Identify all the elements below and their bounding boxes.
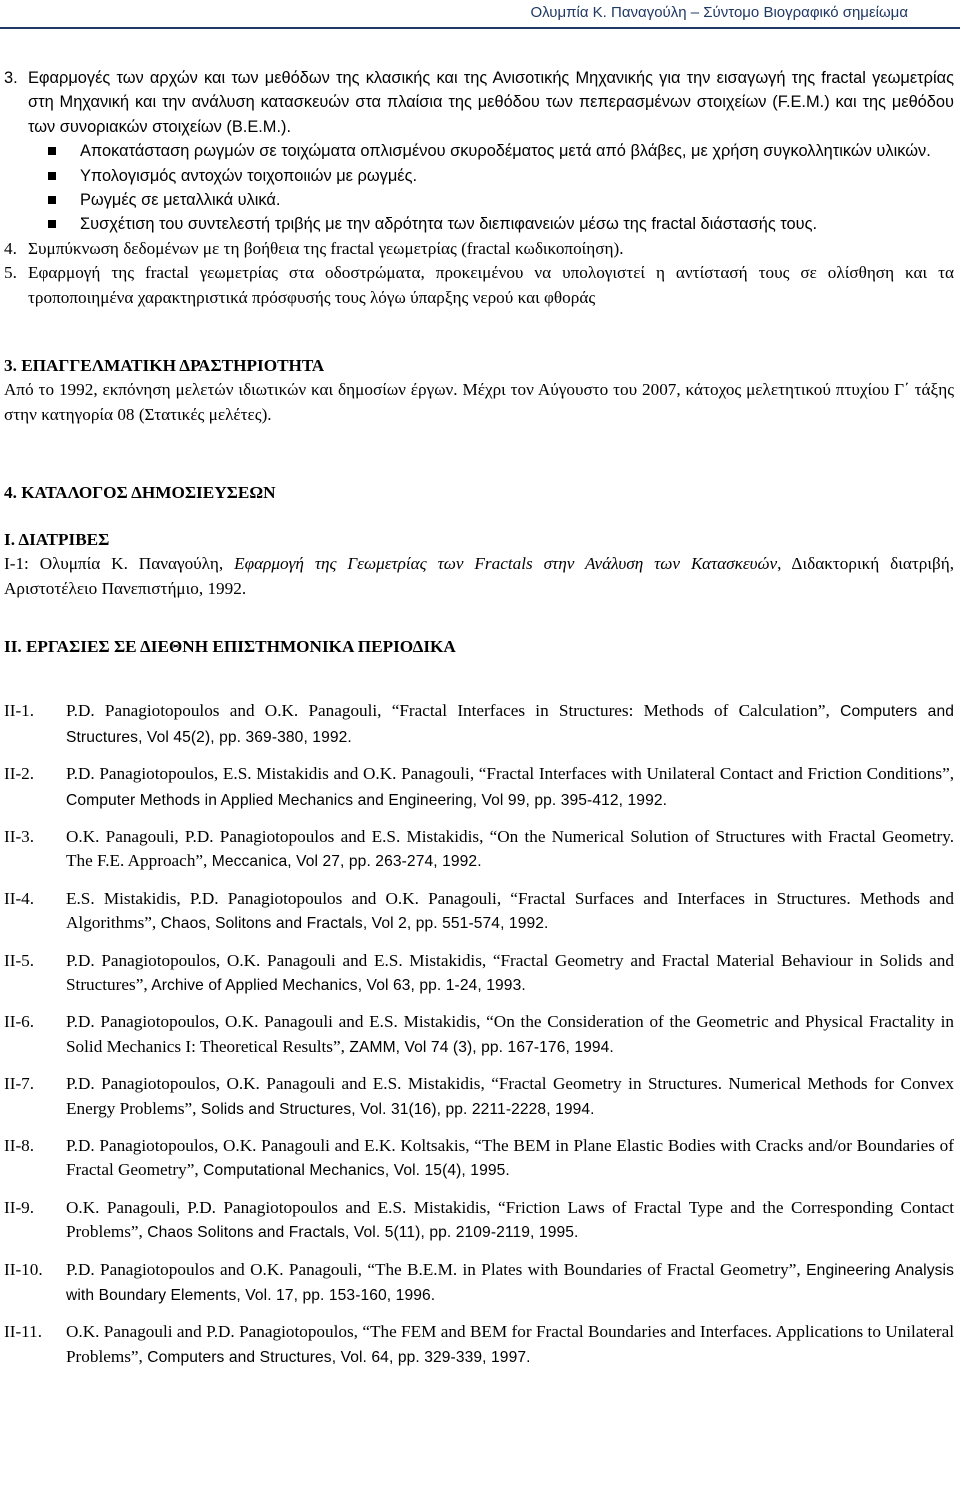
list-item [4, 1320, 954, 1370]
reference-number: II-6. [4, 1012, 35, 1032]
header-divider [0, 27, 960, 29]
reference-venue: Computer Methods in Applied Mechanics and Engineering, Vol 99, pp. 395-412, 1992. [66, 791, 668, 809]
document-body [4, 66, 954, 1382]
reference-venue: ZAMM, Vol 74 (3), pp. 167-176, 1994. [344, 1038, 614, 1056]
reference-text: P.D. Panagiotopoulos, O.K. Panagouli and E.K. Koltsakis, “The BEM in Plane Elastic Bodies with Cracks and/or Boundaries of Fractal Geometry”, [66, 1136, 954, 1180]
list-item: Συσχέτιση του συντελεστή τριβής με την αδρότητα των διεπιφανειών μέσω της fractal διάστασής τους. [4, 212, 954, 236]
reference-text: E.S. Mistakidis, P.D. Panagiotopoulos and O.K. Panagouli, “Fractal Surfaces and Interfaces in Structures. Methods and Algorithms”, [66, 888, 954, 933]
reference-text: P.D. Panagiotopoulos, O.K. Panagouli and E.S. Mistakidis, “On the Consideration of the Geometric and Physical Fractality in Solid Mechanics I: Theoretical Results”, [66, 1012, 954, 1056]
subsection-heading-journals: ΙΙ. ΕΡΓΑΣΙΕΣ ΣΕ ΔΙΕΘΝΗ ΕΠΙΣΤΗΜΟΝΙΚΑ ΠΕΡΙΟΔΙΚΑ [4, 636, 456, 656]
list-item [4, 762, 954, 813]
research-item-5 [4, 261, 954, 310]
research-bullet-list [4, 139, 954, 237]
list-item [4, 1072, 954, 1122]
research-item-text: Συμπύκνωση δεδομένων με τη βοήθεια της fractal γεωμετρίας (fractal κωδικοποίηση). [28, 238, 624, 258]
reference-venue: Solids and Structures, Vol. 31(16), pp. 2211-2228, 1994. [196, 1100, 595, 1118]
list-item [4, 1134, 954, 1184]
reference-text: P.D. Panagiotopoulos, E.S. Mistakidis and O.K. Panagouli, “Fractal Interfaces with Unilateral Contact and Friction Conditions”, [66, 764, 954, 784]
thesis-title: Εφαρμογή της Γεωμετρίας των Fractals στην Ανάλυση των Κατασκευών [234, 554, 778, 574]
research-item-number: 5. [4, 263, 17, 283]
professional-text: Από το 1992, εκπόνηση μελετών ιδιωτικών και δημοσίων έργων. Μέχρι τον Αύγουστο του 2007, κάτοχος μελετητικού πτυχίου Γ΄ τάξης στην κατηγορία 08 (Στατικές μελέτες). [4, 380, 954, 424]
list-item [4, 1196, 954, 1246]
reference-venue: Computers and Structures, Vol. 64, pp. 329-339, 1997. [142, 1348, 531, 1366]
list-item [4, 1010, 954, 1060]
reference-venue: Computational Mechanics, Vol. 15(4), 1995. [198, 1162, 510, 1180]
reference-text: P.D. Panagiotopoulos, O.K. Panagouli and E.S. Mistakidis, “Fractal Geometry in Structures. Numerical Methods for Convex Energy Problems”, [66, 1074, 954, 1118]
reference-text: O.K. Panagouli and P.D. Panagiotopoulos, “The FEM and BEM for Fractal Boundaries and Interfaces. Applications to Unilateral Problems”, [66, 1322, 954, 1366]
reference-number: II-11. [4, 1322, 43, 1342]
reference-text: P.D. Panagiotopoulos and O.K. Panagouli, “The B.E.M. in Plates with Boundaries of Fractal Geometry”, [66, 1259, 801, 1279]
thesis-author: Ολυμπία Κ. Παναγούλη, [39, 554, 224, 574]
reference-number: II-7. [4, 1074, 35, 1094]
list-item: Υπολογισμός αντοχών τοιχοποιιών με ρωγμές. [4, 164, 954, 188]
reference-text: O.K. Panagouli, P.D. Panagiotopoulos and E.S. Mistakidis, “Friction Laws of Fractal Type and the Corresponding Contact Problems”, [66, 1197, 954, 1242]
subsection-heading-theses: Ι. ΔΙΑΤΡΙΒΕΣ [4, 529, 110, 549]
reference-venue: Chaos, Solitons and Fractals, Vol 2, pp. 551-574, 1992. [156, 915, 549, 933]
reference-text: P.D. Panagiotopoulos, O.K. Panagouli and E.S. Mistakidis, “Fractal Geometry and Fractal Material Behaviour in Solids and Structures”, [66, 950, 954, 994]
reference-number: II-4. [4, 888, 35, 908]
page-header-title: Ολυμπία Κ. Παναγούλη – Σύντομο Βιογραφικό σημείωμα [530, 4, 908, 21]
reference-text: P.D. Panagiotopoulos and O.K. Panagouli, “Fractal Interfaces in Structures: Methods of Calculation”, [66, 701, 830, 721]
research-item-text: Εφαρμογή της fractal γεωμετρίας στα οδοστρώματα, προκειμένου να υπολογιστεί η αντίστασή τους σε ολίσθηση και τα τροποποιημένα χαρακτηριστικά πρόσφυσής τους λόγω ύπαρξης νερού και φθοράς [28, 263, 954, 307]
reference-text: O.K. Panagouli, P.D. Panagiotopoulos and E.S. Mistakidis, “On the Numerical Solution of Structures with Fractal Geometry. The F.E. Approach”, [66, 826, 954, 871]
section-heading-professional: 3. ΕΠΑΓΓΕΛΜΑΤΙΚΗ ΔΡΑΣΤΗΡΙΟΤΗΤΑ [4, 356, 325, 376]
reference-number: II-9. [4, 1197, 35, 1217]
research-item-4 [4, 237, 954, 261]
list-item: Αποκατάσταση ρωγμών σε τοιχώματα οπλισμένου σκυροδέματος μετά από βλάβες, με χρήση συγκολλητικών υλικών. [4, 139, 954, 163]
research-item-number: 3. [4, 69, 18, 87]
reference-number: II-3. [4, 826, 35, 846]
reference-venue: Engineering Analysis with Boundary Elements, Vol. 17, pp. 153-160, 1996. [66, 1261, 955, 1305]
list-item [4, 825, 954, 875]
reference-venue: Meccanica, Vol 27, pp. 263-274, 1992. [207, 853, 482, 871]
list-item: Ρωγμές σε μεταλλικά υλικά. [4, 188, 954, 212]
reference-number: II-2. [4, 764, 35, 784]
reference-venue: Computers and Structures, Vol 45(2), pp. 369-380, 1992. [66, 703, 954, 746]
section-heading-publications: 4. ΚΑΤΑΛΟΓΟΣ ΔΗΜΟΣΙΕΥΣΕΩΝ [4, 483, 276, 503]
reference-number: II-5. [4, 950, 35, 970]
thesis-details: , Διδακτορική διατριβή, Αριστοτέλειο Πανεπιστήμιο, 1992. [4, 554, 955, 598]
journal-list [4, 699, 954, 1370]
reference-number: II-8. [4, 1136, 35, 1155]
list-item [4, 887, 954, 937]
list-item [4, 1258, 954, 1309]
research-item-3 [4, 66, 954, 139]
research-item-text: Εφαρμογές των αρχών και των μεθόδων της κλασικής και της Ανισοτικής Μηχανικής για την εισαγωγή της fractal γεωμετρίας στη Μηχανική και την ανάλυση κατασκευών στα πλαίσια της μεθόδου των πεπερασμένων στοιχείων (F.E.M.) και της μεθόδου των συνοριακών στοιχείων (B.E.M.). [28, 69, 954, 136]
reference-venue: Archive of Applied Mechanics, Vol 63, pp. 1-24, 1993. [147, 976, 526, 994]
thesis-id: Ι-1: [4, 554, 29, 574]
reference-venue: Chaos Solitons and Fractals, Vol. 5(11), pp. 2109-2119, 1995. [142, 1224, 579, 1242]
reference-number: II-1. [4, 701, 35, 721]
list-item [4, 699, 954, 750]
thesis-entry [4, 552, 954, 601]
reference-number: II-10. [4, 1259, 43, 1279]
list-item [4, 949, 954, 999]
research-item-number: 4. [4, 238, 17, 258]
